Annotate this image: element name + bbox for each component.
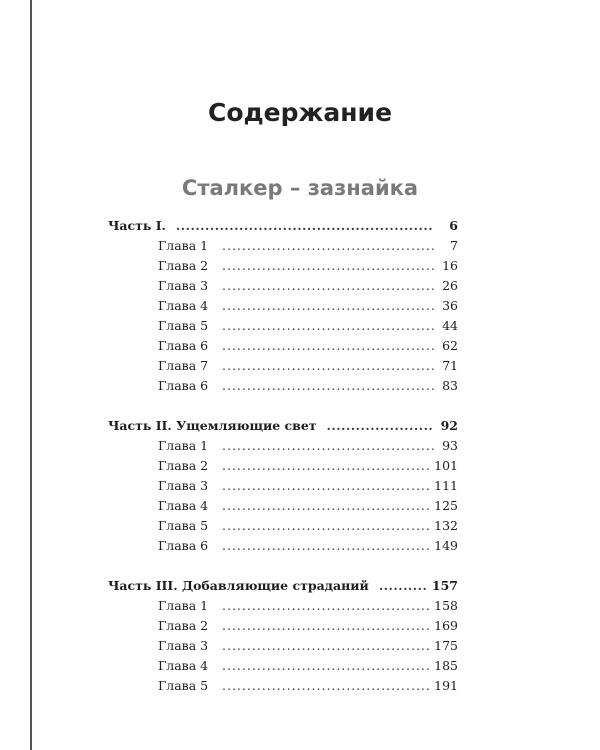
toc-page-number: 26	[442, 278, 458, 293]
toc-page-number: 6	[449, 218, 458, 233]
toc-chapter-label: Глава 6	[158, 378, 209, 393]
toc-part-entry[interactable]	[108, 416, 458, 436]
toc-chapter-entry[interactable]	[108, 436, 458, 456]
toc-chapter-label: Глава 1	[158, 598, 209, 613]
toc-page-number: 111	[434, 478, 458, 493]
toc-chapter-entry[interactable]	[108, 536, 458, 556]
toc-dot-leader	[222, 376, 434, 396]
toc-chapter-label: Глава 3	[158, 638, 209, 653]
toc-chapter-entry[interactable]	[108, 356, 458, 376]
toc-part-block	[108, 576, 458, 696]
toc-page-number: 149	[434, 538, 458, 553]
toc-page-number: 132	[434, 518, 458, 533]
toc-chapter-entry[interactable]	[108, 616, 458, 636]
toc-dot-leader	[222, 616, 430, 636]
toc-part-entry[interactable]	[108, 576, 458, 596]
toc-chapter-label: Глава 2	[158, 458, 209, 473]
toc-chapter-label: Глава 7	[158, 358, 209, 373]
toc-dot-leader	[222, 336, 434, 356]
toc-chapter-entry[interactable]	[108, 336, 458, 356]
toc-page-number: 83	[442, 378, 458, 393]
toc-page-number: 125	[434, 498, 458, 513]
toc-chapter-entry[interactable]	[108, 296, 458, 316]
toc-dot-leader	[176, 216, 434, 236]
toc-chapter-label: Глава 4	[158, 658, 209, 673]
toc-page-number: 175	[434, 638, 458, 653]
toc-dot-leader	[222, 536, 430, 556]
toc-chapter-entry[interactable]	[108, 256, 458, 276]
toc-chapter-label: Глава 5	[158, 318, 209, 333]
toc-chapter-label: Глава 2	[158, 258, 209, 273]
toc-dot-leader	[379, 576, 428, 596]
toc-page-number: 92	[440, 418, 458, 433]
toc-dot-leader	[327, 416, 434, 436]
page-title: Содержание	[207, 98, 393, 127]
toc-part-title: Часть I.	[108, 218, 166, 233]
toc-chapter-label: Глава 5	[158, 518, 209, 533]
toc-chapter-label: Глава 4	[158, 298, 209, 313]
toc-dot-leader	[222, 316, 434, 336]
toc-chapter-entry[interactable]	[108, 636, 458, 656]
toc-chapter-entry[interactable]	[108, 496, 458, 516]
toc-part-title: Часть III. Добавляющие страданий	[108, 578, 369, 593]
toc-page-number: 158	[434, 598, 458, 613]
toc-dot-leader	[222, 656, 430, 676]
toc-chapter-entry[interactable]	[108, 516, 458, 536]
toc-chapter-entry[interactable]	[108, 456, 458, 476]
toc-dot-leader	[222, 276, 434, 296]
toc-chapter-label: Глава 6	[158, 538, 209, 553]
toc-part-entry[interactable]	[108, 216, 458, 236]
toc-part-block	[108, 216, 458, 396]
toc-dot-leader	[222, 456, 430, 476]
table-of-contents	[108, 216, 458, 716]
toc-page-number: 169	[434, 618, 458, 633]
toc-chapter-label: Глава 1	[158, 238, 209, 253]
toc-page-number: 36	[442, 298, 458, 313]
toc-page-number: 157	[431, 578, 458, 593]
toc-page-number: 16	[442, 258, 458, 273]
toc-chapter-label: Глава 3	[158, 478, 209, 493]
toc-chapter-label: Глава 5	[158, 678, 209, 693]
toc-part-title: Часть II. Ущемляющие свет	[108, 418, 317, 433]
toc-dot-leader	[222, 516, 430, 536]
toc-chapter-entry[interactable]	[108, 276, 458, 296]
toc-page-number: 185	[434, 658, 458, 673]
toc-dot-leader	[222, 296, 434, 316]
toc-page-number: 7	[450, 238, 458, 253]
toc-chapter-label: Глава 6	[158, 338, 209, 353]
toc-chapter-label: Глава 2	[158, 618, 209, 633]
toc-page-number: 191	[434, 678, 458, 693]
toc-dot-leader	[222, 596, 430, 616]
toc-page-number: 71	[442, 358, 458, 373]
toc-chapter-entry[interactable]	[108, 316, 458, 336]
toc-page-number: 93	[442, 438, 458, 453]
book-title: Сталкер – зазнайка	[181, 176, 419, 200]
toc-chapter-entry[interactable]	[108, 656, 458, 676]
toc-chapter-label: Глава 3	[158, 278, 209, 293]
toc-chapter-entry[interactable]	[108, 236, 458, 256]
toc-dot-leader	[222, 496, 430, 516]
toc-dot-leader	[222, 676, 430, 696]
toc-dot-leader	[222, 256, 434, 276]
toc-part-block	[108, 416, 458, 556]
toc-chapter-entry[interactable]	[108, 376, 458, 396]
toc-chapter-entry[interactable]	[108, 476, 458, 496]
toc-dot-leader	[222, 236, 434, 256]
toc-chapter-label: Глава 1	[158, 438, 209, 453]
toc-dot-leader	[222, 356, 434, 376]
toc-chapter-entry[interactable]	[108, 596, 458, 616]
toc-chapter-entry[interactable]	[108, 676, 458, 696]
toc-dot-leader	[222, 476, 430, 496]
toc-page-number: 44	[442, 318, 458, 333]
toc-page-number: 101	[434, 458, 458, 473]
toc-dot-leader	[222, 636, 430, 656]
toc-dot-leader	[222, 436, 434, 456]
toc-chapter-label: Глава 4	[158, 498, 209, 513]
toc-page-number: 62	[442, 338, 458, 353]
